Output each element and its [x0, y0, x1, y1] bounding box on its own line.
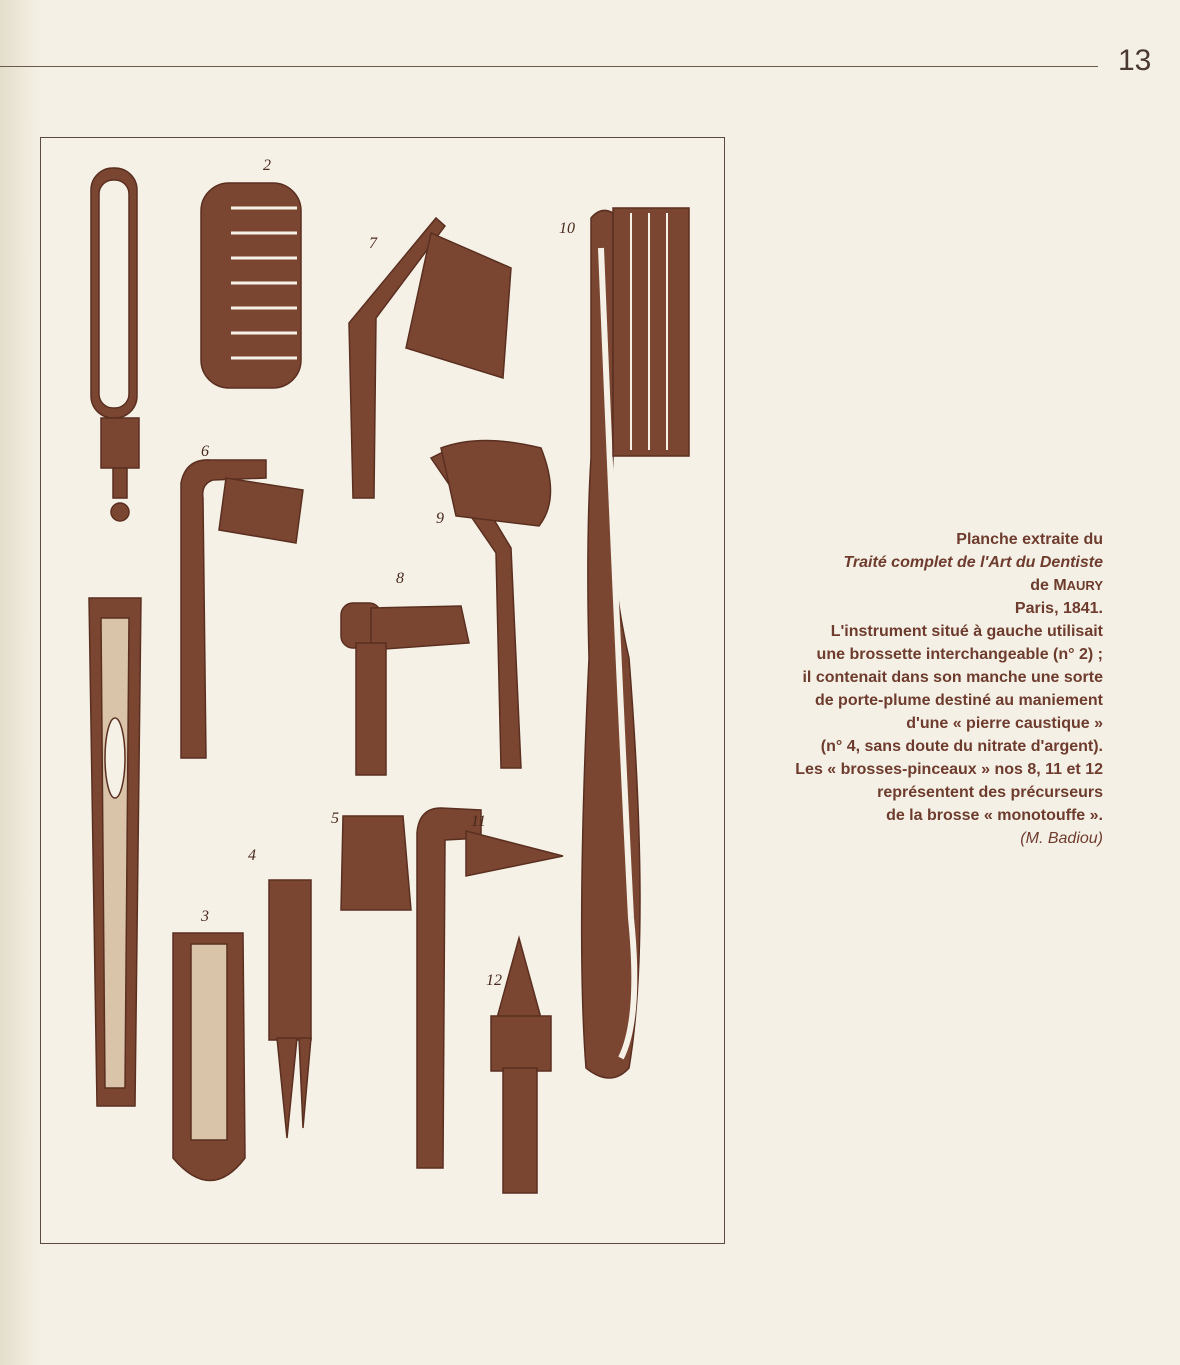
figure-label-7: 7 — [369, 235, 377, 252]
brush-10-bristles — [613, 208, 689, 456]
caption-line: une brossette interchangeable (n° 2) ; — [816, 646, 1103, 663]
caption-line: Planche extraite du — [956, 531, 1103, 548]
figure-label-6: 6 — [201, 443, 209, 460]
caption-book-title: Traité complet de l'Art du Dentiste — [843, 554, 1103, 571]
caption-line: il contenait dans son manche une sorte — [802, 669, 1103, 686]
figure-label-5: 5 — [331, 810, 339, 827]
brush-9-bristles — [441, 441, 551, 527]
figure-label-12: 12 — [486, 972, 502, 989]
page-number: 13 — [1118, 44, 1152, 77]
figure-label-4: 4 — [248, 847, 256, 864]
brush-6-bristles — [219, 478, 303, 543]
cap-5 — [341, 816, 411, 910]
caption-author: de MAURY — [1030, 577, 1103, 594]
caption-line: L'instrument situé à gauche utilisait — [830, 623, 1103, 640]
caption-line: de la brosse « monotouffe ». — [886, 807, 1103, 824]
figure-label-10: 10 — [559, 220, 575, 237]
figure-label-8: 8 — [396, 570, 404, 587]
book-gutter — [0, 0, 40, 1365]
engraving-plate — [40, 137, 725, 1244]
brush-12-ferrule — [491, 1016, 551, 1071]
brush-11-tuft — [466, 831, 563, 876]
caption-line: représentent des précurseurs — [877, 784, 1103, 801]
caption-place-date: Paris, 1841. — [1014, 600, 1103, 617]
figure-label-2: 2 — [263, 157, 271, 174]
plate-caption — [720, 528, 1103, 850]
holder-4 — [269, 880, 311, 1040]
caption-line: (n° 4, sans doute du nitrate d'argent). — [820, 738, 1103, 755]
instrument-1-knob — [111, 503, 129, 521]
header-rule — [0, 66, 1098, 67]
caption-line: de porte-plume destiné au maniement — [814, 692, 1103, 709]
brush-12-handle — [503, 1068, 537, 1193]
caption-credit: (M. Badiou) — [1020, 830, 1103, 847]
instrument-1-collar — [101, 418, 139, 468]
brush-12-tuft — [497, 938, 541, 1018]
brush-8-handle — [356, 643, 386, 775]
figure-label-9: 9 — [436, 510, 444, 527]
figure-label-11: 11 — [471, 813, 486, 830]
toothbrush-engraving-illustration — [41, 138, 724, 1243]
figure-label-3: 3 — [201, 908, 209, 925]
caption-line: Les « brosses-pinceaux » nos 8, 11 et 12 — [795, 761, 1103, 778]
caption-line: d'une « pierre caustique » — [906, 715, 1103, 732]
